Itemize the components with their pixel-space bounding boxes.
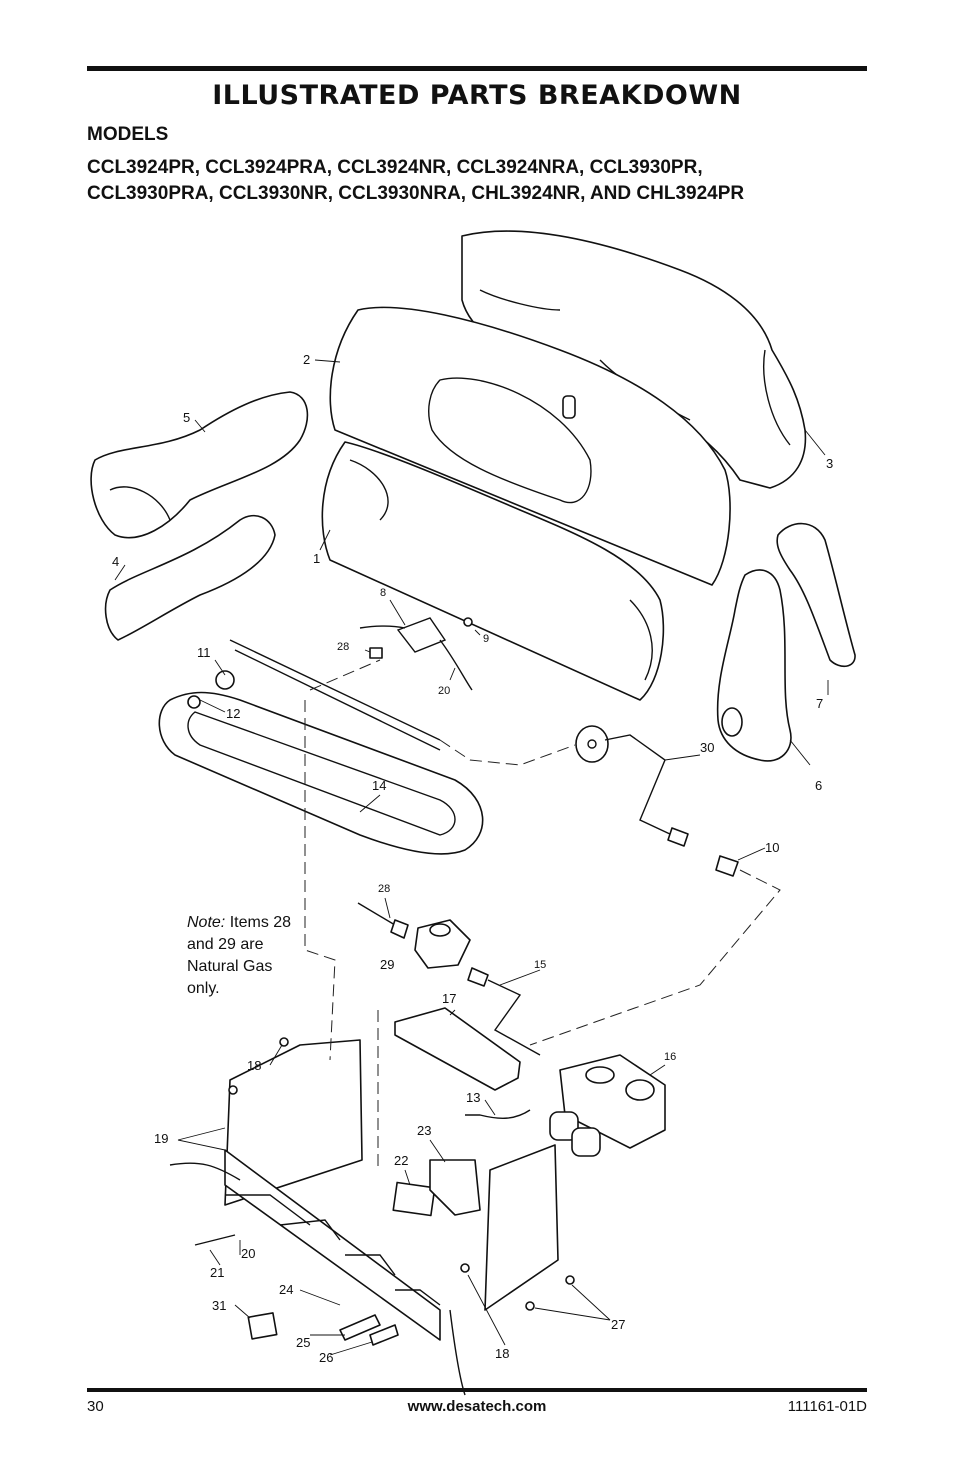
bottom-rule [87, 1388, 867, 1392]
label-part-11: 11 [197, 645, 211, 660]
page-title: ILLUSTRATED PARTS BREAKDOWN [212, 80, 742, 111]
switch [248, 1313, 276, 1339]
mount-plate [393, 1182, 435, 1215]
label-part-28b: 28 [378, 883, 391, 895]
left-upper-log [91, 392, 307, 538]
label-part-18b: 18 [495, 1346, 510, 1361]
label-part-23: 23 [417, 1123, 432, 1138]
label-part-24: 24 [279, 1282, 294, 1297]
pilot-assembly [360, 618, 472, 690]
label-part-5: 5 [183, 410, 191, 425]
label-part-4: 4 [112, 554, 120, 569]
chassis [225, 1040, 558, 1340]
label-part-2: 2 [303, 352, 311, 367]
label-part-20b: 20 [241, 1246, 256, 1261]
website-link[interactable]: www.desatech.com [407, 1398, 547, 1415]
label-part-21: 21 [210, 1265, 225, 1280]
label-part-1: 1 [313, 551, 321, 566]
label-part-27: 27 [611, 1317, 626, 1332]
right-upper-log [777, 524, 855, 667]
label-part-18a: 18 [247, 1058, 262, 1073]
assembly-lines [305, 660, 780, 1170]
label-part-12: 12 [226, 706, 241, 721]
label-part-3: 3 [826, 456, 834, 471]
label-part-28a: 28 [337, 641, 350, 653]
note-text: Items 28 and 29 are Natural Gas only. [187, 914, 292, 997]
gas-valve [550, 1055, 665, 1156]
label-part-17: 17 [442, 991, 457, 1006]
page-number: 30 [87, 1398, 104, 1415]
right-lower-log [718, 570, 791, 761]
label-part-13: 13 [466, 1090, 481, 1105]
thermocouple [195, 1235, 235, 1245]
label-part-20a: 20 [438, 685, 451, 697]
label-part-29: 29 [380, 957, 395, 972]
label-part-22: 22 [394, 1153, 409, 1168]
label-part-19: 19 [154, 1131, 169, 1146]
wire-harness [465, 1110, 530, 1118]
mount-bracket [430, 1160, 480, 1215]
label-part-8: 8 [380, 587, 387, 599]
burner [159, 640, 482, 854]
note-prefix: Note: [187, 914, 226, 931]
models-list-line-1: CCL3924PR, CCL3924PRA, CCL3924NR, CCL3924NRA, CCL3930PR, [87, 157, 703, 178]
label-part-16: 16 [664, 1051, 677, 1063]
models-list-line-2: CCL3930PRA, CCL3930NR, CCL3930NRA, CHL3924NR, AND CHL3924PR [87, 183, 745, 204]
note-natural-gas [187, 912, 307, 1000]
label-part-10: 10 [765, 840, 780, 855]
document-number: 111161-01D [787, 1398, 867, 1415]
label-part-15: 15 [534, 959, 547, 971]
label-part-9: 9 [483, 633, 490, 645]
models-heading: MODELS [87, 124, 169, 145]
label-part-14: 14 [372, 778, 387, 793]
label-part-25: 25 [296, 1335, 311, 1350]
label-part-6: 6 [815, 778, 823, 793]
label-part-31: 31 [212, 1298, 227, 1313]
label-part-7: 7 [816, 696, 824, 711]
label-part-30: 30 [700, 740, 715, 755]
label-part-26: 26 [319, 1350, 334, 1365]
